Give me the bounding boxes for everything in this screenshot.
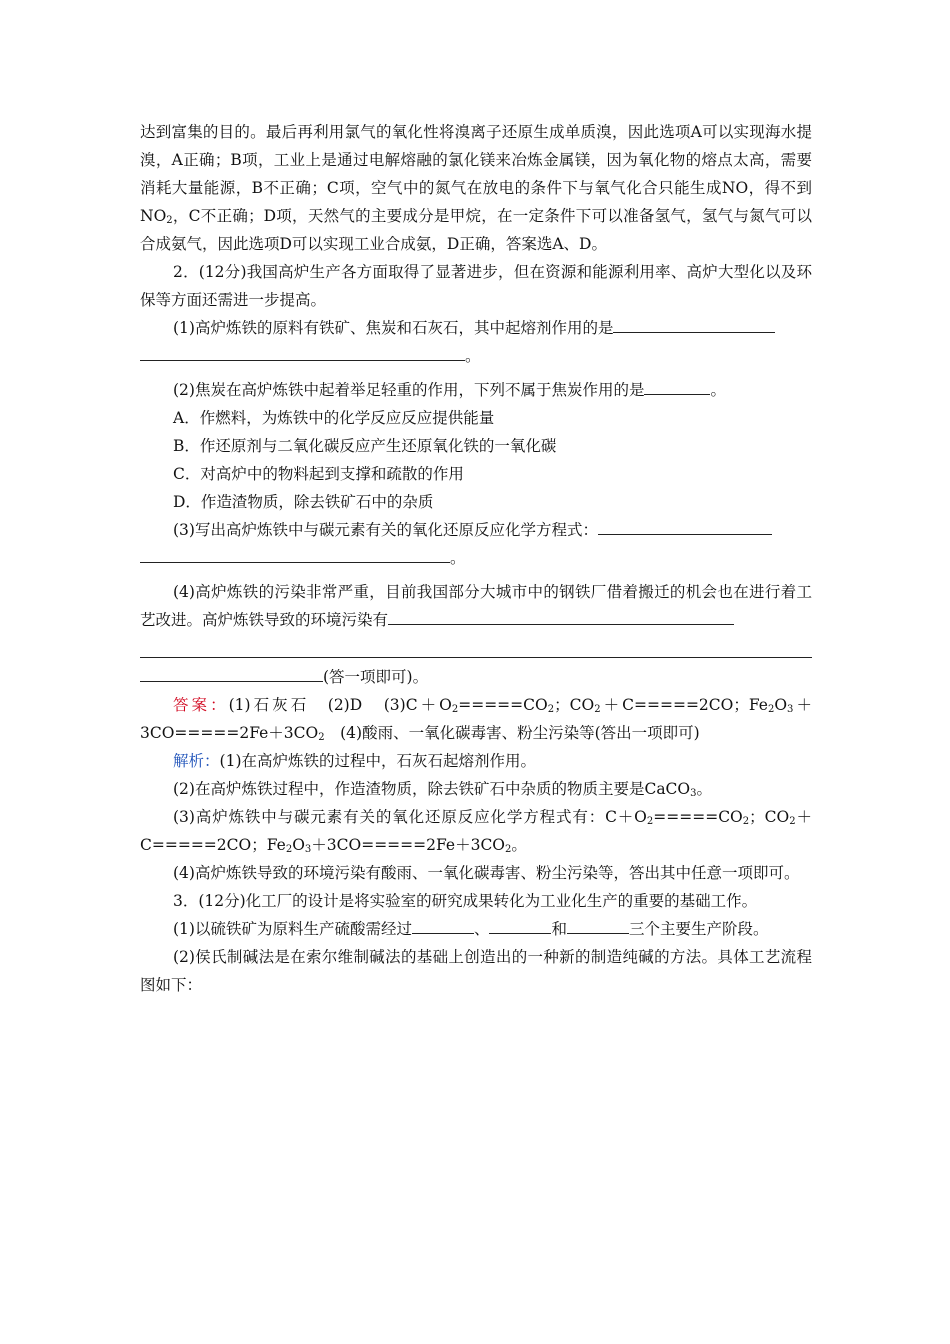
answer-blank[interactable] bbox=[140, 342, 465, 361]
option-d: D．作造渣物质，除去铁矿石中的杂质 bbox=[173, 493, 434, 511]
answer-blank[interactable] bbox=[140, 639, 812, 658]
option-b: B．作还原剂与二氧化碳反应产生还原氧化铁的一氧化碳 bbox=[173, 437, 557, 455]
answer-blank[interactable] bbox=[489, 915, 551, 934]
option-a: A．作燃料，为炼铁中的化学反应反应提供能量 bbox=[173, 409, 495, 427]
answer-blank[interactable] bbox=[412, 915, 474, 934]
answer-blank[interactable] bbox=[613, 314, 775, 333]
question-3-part-2: (2)侯氏制碱法是在索尔维制碱法的基础上创造出的一种新的制造纯碱的方法。具体工艺流程图如下： bbox=[140, 948, 812, 994]
analysis-part-2: (2)在高炉炼铁过程中，作造渣物质，除去铁矿石中杂质的物质主要是CaCO$_3$。 bbox=[173, 780, 713, 799]
question-3-part-1: (1)以硫铁矿为原料生产硫酸需经过 、 和 三个主要生产阶段。 bbox=[140, 915, 812, 943]
analysis-label: 解析 bbox=[173, 752, 205, 770]
answer-block: 答案：(1)石灰石 (2)D $(3)C+O_2=====CO_2$；$CO_2+C=====2CO$；$Fe_2O_3+3CO=====2Fe+3CO_2$ (4)酸雨、一氧化碳毒害、粉尘污染等(答出一项即可) bbox=[140, 696, 812, 743]
answer-blank[interactable] bbox=[598, 516, 772, 535]
question-2-part-2: (2)焦炭在高炉炼铁中起着举足轻重的作用，下列不属于焦炭作用的是 。 bbox=[140, 376, 812, 404]
analysis-part-4: (4)高炉炼铁导致的环境污染有酸雨、一氧化碳毒害、粉尘污染等，答出其中任意一项即可。 bbox=[173, 864, 800, 882]
analysis-part-3: (3)高炉炼铁中与碳元素有关的氧化还原反应化学方程式有：$C+O_2=====CO_2$；$CO_2+C=====2CO$；$Fe_2O_3+3CO=====2Fe+3CO_2$。 bbox=[140, 808, 812, 855]
answer-blank[interactable] bbox=[567, 915, 629, 934]
option-c: C．对高炉中的物料起到支撑和疏散的作用 bbox=[173, 465, 464, 483]
question-2-part-1: (1)高炉炼铁的原料有铁矿、焦炭和石灰石，其中起熔剂作用的是 。 bbox=[140, 314, 812, 370]
answer-label: 答案 bbox=[173, 696, 211, 714]
question-3-stem: 3．(12分)化工厂的设计是将实验室的研究成果转化为工业化生产的重要的基础工作。 bbox=[173, 892, 758, 910]
answer-blank[interactable] bbox=[140, 544, 450, 563]
question-2-part-4-end: (答一项即可)。 bbox=[140, 663, 812, 691]
question-2-stem: 2．(12分)我国高炉生产各方面取得了显著进步，但在资源和能源利用率、高炉大型化以及环保等方面还需进一步提高。 bbox=[140, 263, 812, 309]
question-2-part-3: (3)写出高炉炼铁中与碳元素有关的氧化还原反应化学方程式： 。 bbox=[140, 516, 812, 572]
analysis-block: 解析：(1)在高炉炼铁的过程中，石灰石起熔剂作用。 bbox=[173, 752, 536, 770]
paragraph-continued-analysis: 达到富集的目的。最后再利用氯气的氧化性将溴离子还原生成单质溴，因此选项A可以实现海水提溴，A正确；B项，工业上是通过电解熔融的氯化镁来冶炼金属镁，因为氧化物的熔点太高，需要消耗大量能源，B不正确；C项，空气中的氮气在放电的条件下与氧气化合只能生成NO，得不到$NO_2$，C不正确；D项，天然气的主要成分是甲烷，在一定条件下可以准备氢气，氢气与氮气可以合成氨气，因此选项D可以实现工业合成氨，D正确，答案选A、D。 bbox=[140, 123, 812, 253]
answer-blank[interactable] bbox=[140, 663, 323, 682]
answer-blank[interactable] bbox=[644, 376, 710, 395]
document-page bbox=[140, 118, 812, 999]
question-2-part-4: (4)高炉炼铁的污染非常严重，目前我国部分大城市中的钢铁厂借着搬迁的机会也在进行着工艺改进。高炉炼铁导致的环境污染有 bbox=[140, 583, 812, 629]
answer-blank[interactable] bbox=[388, 606, 734, 625]
